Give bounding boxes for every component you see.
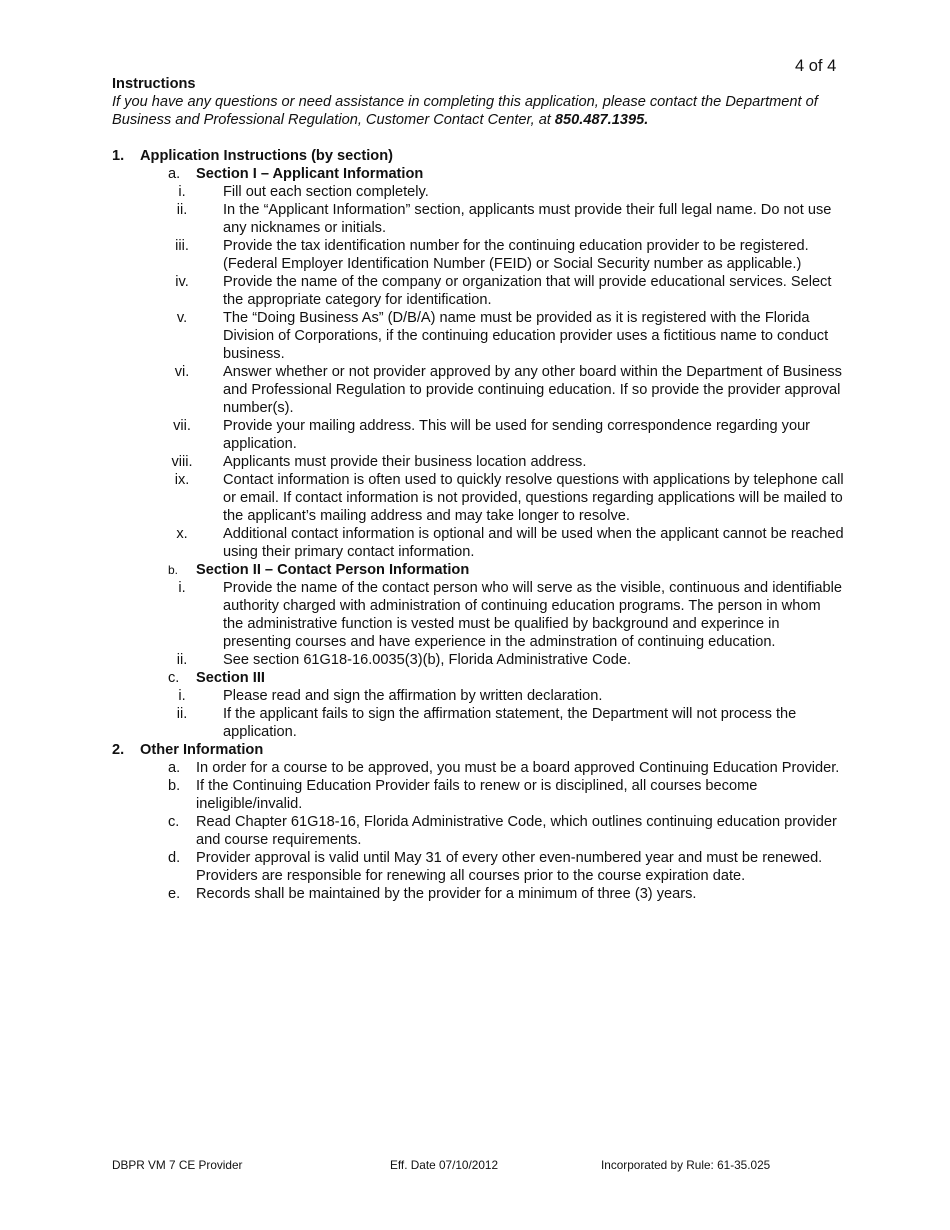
list-item (112, 471, 844, 525)
list-marker: ii. (176, 652, 188, 668)
list-item (112, 849, 844, 885)
page-heading: Instructions (112, 76, 196, 92)
list-marker: a. (168, 760, 181, 776)
list-marker: vii. (173, 418, 191, 434)
list-marker: iii. (175, 238, 189, 254)
subsection-a-title: Section I – Applicant Information (196, 166, 424, 182)
list-item (112, 651, 844, 669)
list-text: Provide the name of the contact person who will serve as the visible, continuous and identifiable authority charged with administration of continuing education programs. The person in whom the administrative function is vested must be qualified by background and experince in presenting courses and have experience in the adminstration of continuing education. (223, 580, 842, 650)
list-text: The “Doing Business As” (D/B/A) name must be provided as it is registered with the Florida Division of Corporations, if the continuing education provider uses a fictitious name to conduct business. (223, 310, 829, 362)
subsection-a-list (112, 183, 844, 561)
list-item (112, 885, 844, 903)
subsection-b-title: Section II – Contact Person Information (196, 562, 470, 578)
section-2-number: 2. (112, 742, 125, 758)
subsection-c-list (112, 687, 844, 741)
list-item (112, 453, 844, 471)
list-marker: iv. (175, 274, 189, 290)
list-item (112, 237, 844, 273)
list-marker: i. (178, 580, 186, 596)
list-marker: b. (168, 778, 181, 794)
list-marker: i. (178, 688, 186, 704)
section-2-list (112, 759, 844, 903)
list-item (112, 273, 844, 309)
subsection-b-heading (112, 561, 844, 579)
list-text: If the applicant fails to sign the affirmation statement, the Department will not process the application. (223, 706, 797, 740)
page-number: 4 of 4 (795, 57, 837, 75)
list-text: Provide the tax identification number for the continuing education provider to be registered. (Federal Employer Identification Number (FEID) or Social Security number as applicable.) (223, 238, 809, 272)
list-marker: c. (168, 814, 180, 830)
instructions-content (112, 75, 844, 903)
list-text: Please read and sign the affirmation by written declaration. (223, 688, 603, 704)
list-item (112, 309, 844, 363)
footer-effective-date: Eff. Date 07/10/2012 (390, 1158, 499, 1172)
list-text: Provide the name of the company or organization that will provide educational services. Select the appropriate category for identification. (223, 274, 832, 308)
list-item (112, 777, 844, 813)
section-1-title: Application Instructions (by section) (140, 148, 393, 164)
list-text: Additional contact information is optional and will be used when the applicant cannot be reached using their primary contact information. (223, 526, 844, 560)
list-item (112, 687, 844, 705)
list-item (112, 201, 844, 237)
intro-paragraph (112, 93, 844, 129)
list-marker: ii. (176, 706, 188, 722)
list-text: In order for a course to be approved, you must be a board approved Continuing Education Provider. (196, 760, 840, 776)
list-marker: e. (168, 886, 181, 902)
subsection-c-marker: c. (168, 670, 180, 686)
section-2-heading (112, 741, 844, 759)
subsection-a-marker: a. (168, 166, 181, 182)
list-text: Read Chapter 61G18-16, Florida Administrative Code, which outlines continuing education provider and course requirements. (196, 814, 837, 848)
list-text: Provider approval is valid until May 31 of every other even-numbered year and must be renewed. Providers are responsible for renewing all courses prior to the course expiration date. (196, 850, 823, 884)
list-marker: ii. (176, 202, 188, 218)
list-marker: v. (176, 310, 188, 326)
list-marker: i. (178, 184, 186, 200)
contact-phone: 850.487.1395. (554, 112, 649, 128)
subsection-c-heading (112, 669, 844, 687)
list-item (112, 417, 844, 453)
list-marker: vi. (174, 364, 190, 380)
list-text: If the Continuing Education Provider fails to renew or is disciplined, all courses become ineligible/invalid. (196, 778, 758, 812)
list-text: In the “Applicant Information” section, applicants must provide their full legal name. Do not use any nicknames or initials. (223, 202, 832, 236)
list-text: Records shall be maintained by the provider for a minimum of three (3) years. (196, 886, 697, 902)
footer-form-id: DBPR VM 7 CE Provider (112, 1158, 243, 1172)
list-marker: viii. (171, 454, 193, 470)
list-item (112, 759, 844, 777)
list-item (112, 525, 844, 561)
section-2-title: Other Information (140, 742, 264, 758)
list-text: Contact information is often used to quickly resolve questions with applications by telephone call or email. If contact information is not provided, questions regarding applications will be mailed to the applicant’s mailing address and may take longer to resolve. (223, 472, 844, 524)
list-text: Answer whether or not provider approved by any other board within the Department of Business and Professional Regulation to provide continuing education. If so provide the provider approval number(s). (223, 364, 842, 416)
subsection-b-marker: b. (168, 563, 179, 577)
list-text: Fill out each section completely. (223, 184, 429, 200)
intro-text: If you have any questions or need assistance in completing this application, please contact the Department of Business and Professional Regulation, Customer Contact Center, at (112, 94, 818, 128)
list-text: Provide your mailing address. This will be used for sending correspondence regarding your application. (223, 418, 811, 452)
list-marker: d. (168, 850, 181, 866)
section-1-heading (112, 147, 844, 165)
subsection-a-heading (112, 165, 844, 183)
list-item (112, 579, 844, 651)
list-marker: ix. (174, 472, 190, 488)
list-item (112, 363, 844, 417)
list-item (112, 183, 844, 201)
list-item (112, 813, 844, 849)
subsection-b-list (112, 579, 844, 669)
list-text: See section 61G18-16.0035(3)(b), Florida Administrative Code. (223, 652, 632, 668)
subsection-c-title: Section III (196, 670, 265, 686)
list-item (112, 705, 844, 741)
list-marker: x. (176, 526, 188, 542)
list-text: Applicants must provide their business location address. (223, 454, 587, 470)
section-1-number: 1. (112, 148, 125, 164)
footer-rule: Incorporated by Rule: 61-35.025 (601, 1158, 771, 1172)
